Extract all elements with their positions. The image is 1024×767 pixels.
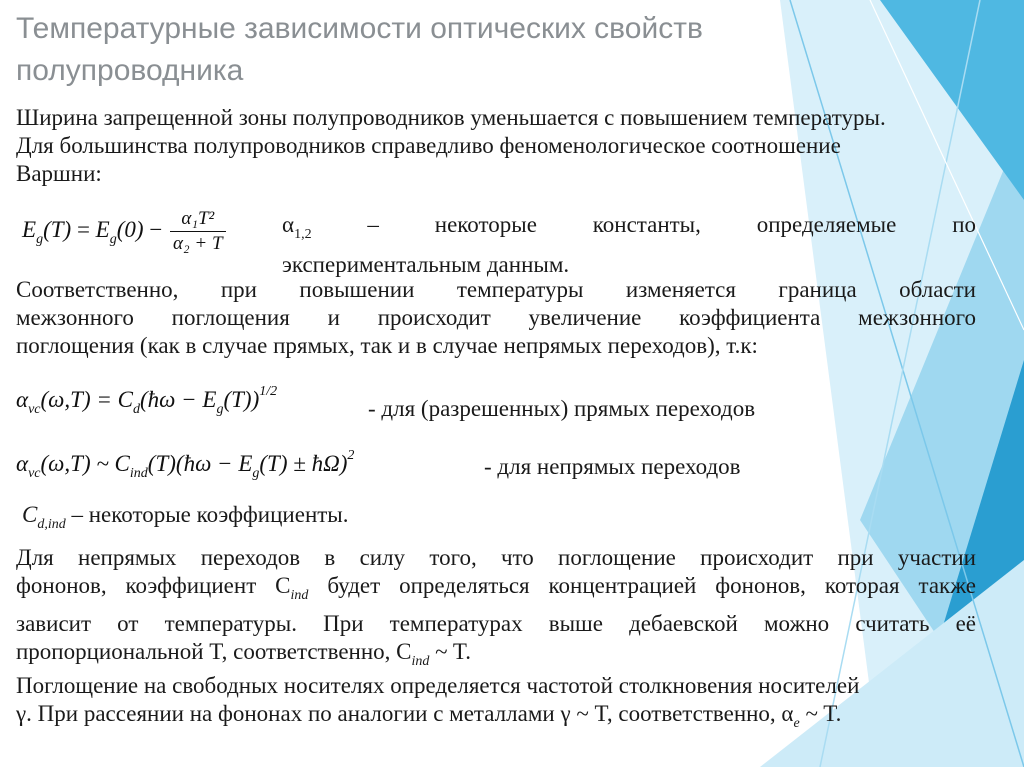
direct-transition-label: - для (разрешенных) прямых переходов — [368, 396, 756, 421]
indirect-transition-label: - для непрямых переходов — [484, 454, 741, 479]
phonons-line-4-start: пропорциональной T, соответственно, C — [16, 639, 412, 664]
paragraph-absorption-edge — [16, 276, 976, 360]
varshni-fraction — [170, 208, 225, 255]
direct-eg-sub: g — [216, 402, 224, 417]
alpha-constants-note — [282, 210, 976, 280]
varshni-arg: (T) — [43, 216, 72, 242]
direct-alpha-sub: vc — [28, 402, 41, 417]
slide-title-line-1: Температурные зависимости оптических свойств — [16, 12, 703, 45]
direct-formula-part-2: (ħω − E — [139, 387, 217, 412]
direct-c-sub: d — [132, 402, 140, 417]
varshni-minus: − — [143, 216, 169, 242]
paragraph-phonons-line-1: Для непрямых переходов в силу того, что поглощение происходит при участии — [16, 545, 976, 570]
free-carriers-line-2-start: γ. При рассеянии на фононах по аналогии с металлами γ ~ T, соответственно, α — [16, 701, 794, 726]
alpha-subscript: 1,2 — [294, 227, 312, 242]
direct-formula-part-1: (ω,T) = C — [40, 387, 133, 412]
paragraph-indirect-phonons — [16, 544, 976, 676]
phonons-line-4-rest: ~ T. — [429, 639, 472, 664]
varshni-lhs-sub: g — [36, 231, 44, 247]
paragraph-phonons-line-2 — [16, 572, 976, 610]
direct-alpha: α — [16, 387, 29, 412]
indirect-c-sub: ind — [129, 466, 148, 481]
varshni-numerator: α₁T² — [170, 208, 225, 232]
paragraph-free-carriers-line-2 — [16, 700, 976, 738]
alpha-symbol: α — [282, 212, 295, 237]
direct-exponent: 1/2 — [259, 384, 278, 399]
direct-formula-part-3: (T)) — [223, 387, 260, 412]
coefficient-symbol: C — [22, 502, 38, 527]
paragraph-absorption-line-3: поглощения (как в случае прямых, так и в случае непрямых переходов), т.к: — [16, 333, 758, 358]
phonons-line-2-rest: будет определяться концентрацией фононов, которая также — [308, 573, 976, 598]
indirect-formula-part-1: (ω,T) ~ C — [40, 451, 130, 476]
paragraph-phonons-line-4 — [16, 638, 976, 676]
phonons-line-4-sub: ind — [411, 654, 430, 669]
alpha-constants-text-1: – некоторые константы, определяемые по — [311, 212, 976, 237]
coefficients-note — [22, 502, 349, 533]
free-carriers-line-2-sub: e — [793, 716, 800, 731]
paragraph-bandgap-intro — [16, 104, 976, 188]
varshni-denominator: α₂ + T — [173, 233, 223, 254]
paragraph-absorption-line-2: межзонного поглощения и происходит увеличение коэффициента межзонного — [16, 305, 976, 330]
indirect-alpha: α — [16, 451, 29, 476]
phonons-line-2-sub: ind — [290, 588, 309, 603]
paragraph-free-carriers-line-1: Поглощение на свободных носителях определяется частотой столкновения носителей — [16, 673, 860, 698]
paragraph-absorption-line-1: Соответственно, при повышении температуры изменяется граница области — [16, 277, 976, 302]
slide-title-line-2: полупроводника — [16, 54, 244, 87]
varshni-lhs: E — [22, 216, 37, 242]
paragraph-bandgap-line-1: Ширина запрещенной зоны полупроводников уменьшается с повышением температуры. — [16, 105, 886, 130]
free-carriers-line-2-rest: ~ T. — [799, 701, 842, 726]
indirect-transition-formula — [16, 448, 354, 482]
indirect-alpha-sub: vc — [28, 466, 41, 481]
varshni-formula — [22, 208, 228, 255]
coefficient-text: – некоторые коэффициенты. — [65, 502, 349, 527]
varshni-rhs-sub: g — [109, 231, 117, 247]
paragraph-free-carriers — [16, 672, 976, 738]
varshni-equals: = — [71, 216, 96, 242]
varshni-rhs: E — [95, 216, 110, 242]
direct-transition-formula — [16, 384, 277, 418]
indirect-eg-sub: g — [252, 466, 260, 481]
indirect-formula-part-3: (T) ± ħΩ) — [259, 451, 348, 476]
indirect-formula-part-2: (T)(ħω − E — [147, 451, 253, 476]
indirect-exponent: 2 — [347, 448, 355, 463]
coefficient-subscript: d,ind — [37, 517, 66, 532]
alpha-constants-text-2: экспериментальным данным. — [282, 252, 570, 277]
varshni-rhs-arg: (0) — [116, 216, 144, 242]
paragraph-phonons-line-3: зависит от температуры. При температурах выше дебаевской можно считать её — [16, 611, 976, 636]
paragraph-bandgap-line-3: Варшни: — [16, 161, 102, 186]
paragraph-bandgap-line-2: Для большинства полупроводников справедливо феноменологическое соотношение — [16, 133, 841, 158]
phonons-line-2-start: фононов, коэффициент C — [16, 573, 291, 598]
slide-title — [16, 8, 776, 92]
alpha-constants-line-1 — [282, 210, 976, 250]
